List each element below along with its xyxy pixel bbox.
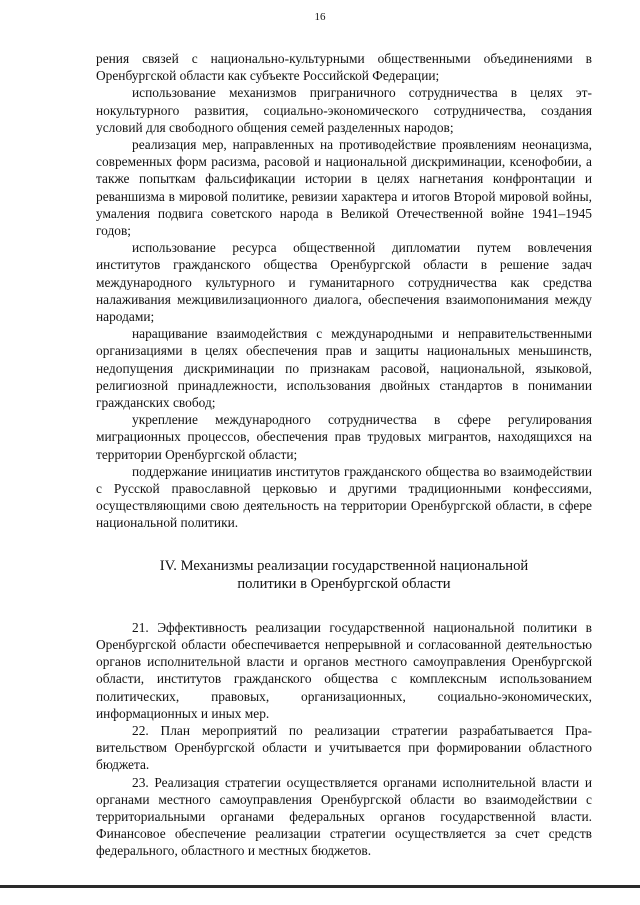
paragraph: реализация мер, направленных на противодействие проявлениям неонацизма, современных форм расизма, расовой и национальной дискриминации, ксенофобии, а также попыткам фальсификации истории в целях нагнетания конфронтации и реваншизма в мировой политике, ревизии характера и итогов Второй мировой войны, умаления подвига советского народа в Великой Отечественной войне 1941–1945 годов;: [96, 137, 592, 239]
paragraph-item-22: 22. План мероприятий по реализации стратегии разрабатывается Правительством Оренбургской области и учитывается при формировании областного бюджета.: [96, 722, 592, 773]
bottom-scan-border: [0, 885, 640, 888]
paragraph: рения связей с национально-культурными общественными объединениями в Оренбургской области как субъекте Российской Федерации;: [96, 51, 592, 84]
section-heading-line-1: IV. Механизмы реализации государственной национальной: [159, 557, 529, 574]
paragraph-item-23: 23. Реализация стратегии осуществляется органами исполнительной власти и органами местного самоуправления Оренбургской области во взаимодействии с территориальными органами федеральных органов государственной власти. Финансовое обеспечение реализации стратегии осуществляется за счет средств федерального, областного и местных бюджетов.: [96, 774, 592, 859]
paragraph: использование ресурса общественной дипломатии путем вовлечения институтов гражданского общества Оренбургской области в решение задач международного культурного и гуманитарного сотрудничества как средства налаживания межцивилизационного диалога, обеспечения взаимопонимания между народами;: [96, 240, 592, 325]
section-heading: [96, 557, 592, 594]
document-body: [96, 50, 592, 860]
paragraph-item-21: 21. Эффективность реализации государственной национальной политики в Оренбургской области обеспечивается непрерывной и согласованной деятельностью органов исполнительной власти и органов местного самоуправления Оренбургской области, институтов гражданского общества с комплексным использованием политических, правовых, организационных, социально-экономических, информационных и иных мер.: [96, 619, 592, 721]
paragraph: поддержание инициатив институтов гражданского общества во взаимодействии с Русской православной церковью и другими традиционными конфессиями, осуществляющими свою деятельность на территории Оренбургской области, в сфере национальной политики.: [96, 463, 592, 531]
paragraph: наращивание взаимодействия с международными и неправительственными организациями в целях обеспечения прав и защиты национальных меньшинств, недопущения дискриминации по признакам расовой, национальной, языковой, религиозной принадлежности, использования двойных стандартов в понимании гражданских свобод;: [96, 326, 592, 411]
section-heading-line-2: политики в Оренбургской области: [237, 576, 451, 593]
paragraph: укрепление международного сотрудничества в сфере регулирования миграционных процессов, обеспечения прав трудовых мигрантов, находящихся на территории Оренбургской области;: [96, 412, 592, 462]
paragraph: использование механизмов приграничного сотрудничества в целях этнокультурного развития, социально-экономического сотрудничества, создания условий для свободного общения семей разделенных народов;: [96, 85, 592, 135]
page-number: 16: [314, 11, 326, 23]
